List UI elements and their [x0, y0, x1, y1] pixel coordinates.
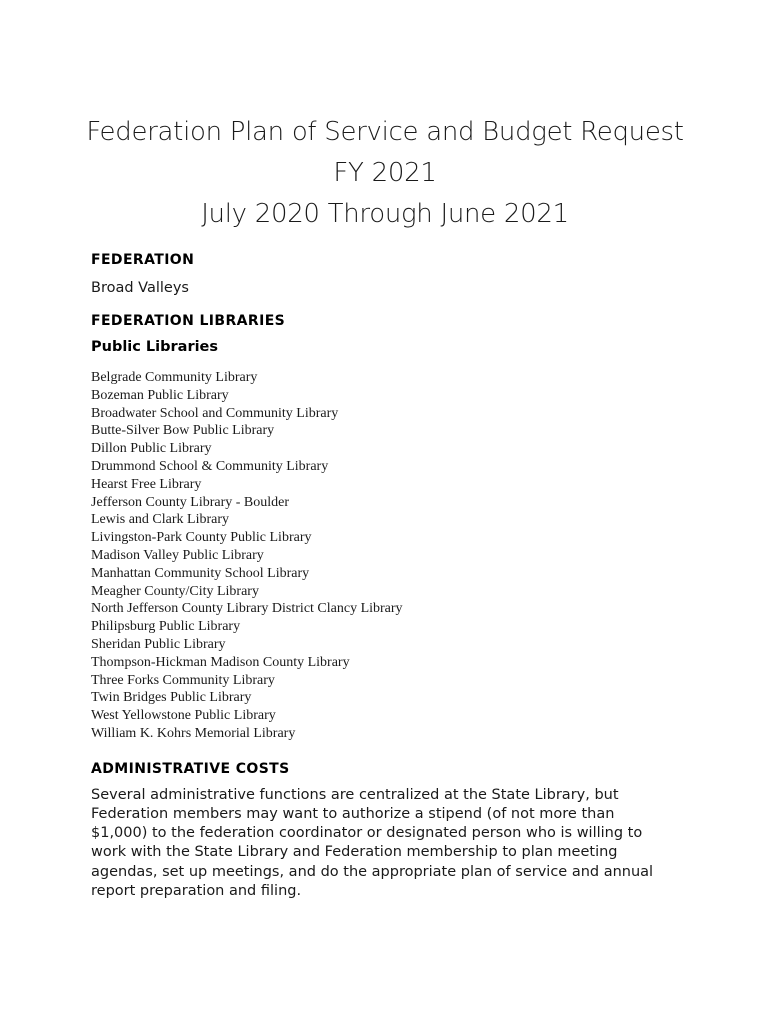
administrative-costs-paragraph [91, 786, 691, 901]
paragraph-line: agendas, set up meetings, and do the appropriate plan of service and annual [91, 863, 654, 880]
library-list-item: Bozeman Public Library [91, 387, 229, 403]
paragraph-line: report preparation and filing. [91, 882, 302, 899]
library-list-item: Twin Bridges Public Library [91, 690, 252, 706]
library-list-item: Dillon Public Library [91, 441, 212, 457]
paragraph-line: Several administrative functions are centralized at the State Library, but [91, 786, 619, 803]
title-line-main: Federation Plan of Service and Budget Request [86, 117, 684, 147]
paragraph-line: Federation members may want to authorize a stipend (of not more than [91, 805, 615, 822]
library-list-item: William K. Kohrs Memorial Library [91, 725, 296, 741]
library-list-item: Sheridan Public Library [91, 636, 226, 652]
library-list-item: Broadwater School and Community Library [91, 405, 339, 421]
paragraph-line: work with the State Library and Federation membership to plan meeting [91, 844, 618, 861]
library-list-item: Drummond School & Community Library [91, 458, 329, 474]
federation-name: Broad Valleys [91, 280, 189, 296]
public-libraries-list [91, 369, 691, 743]
library-list-item: Manhattan Community School Library [91, 565, 310, 581]
title-line-fiscal-year: FY 2021 [333, 158, 437, 188]
public-libraries-heading: Public Libraries [91, 339, 219, 355]
document-title [0, 112, 770, 235]
library-list-item: North Jefferson County Library District Clancy Library [91, 601, 403, 617]
title-line-date-range: July 2020 Through June 2021 [201, 199, 569, 229]
library-list-item: Three Forks Community Library [91, 672, 275, 688]
library-list-item: Meagher County/City Library [91, 583, 259, 599]
federation-heading: FEDERATION [91, 252, 195, 268]
library-list-item: Philipsburg Public Library [91, 619, 241, 635]
paragraph-line: $1,000) to the federation coordinator or designated person who is willing to [91, 825, 643, 842]
library-list-item: Belgrade Community Library [91, 370, 258, 385]
library-list-item: Jefferson County Library - Boulder [91, 494, 290, 510]
library-list-item: Lewis and Clark Library [91, 512, 230, 528]
library-list-item: Hearst Free Library [91, 476, 202, 492]
library-list-item: Butte-Silver Bow Public Library [91, 423, 275, 439]
administrative-costs-heading: ADMINISTRATIVE COSTS [91, 760, 290, 777]
library-list-item: Madison Valley Public Library [91, 547, 264, 563]
library-list-item: Livingston-Park County Public Library [91, 530, 312, 546]
federation-libraries-heading: FEDERATION LIBRARIES [91, 313, 286, 329]
library-list-item: Thompson-Hickman Madison County Library [91, 654, 350, 670]
library-list-item: West Yellowstone Public Library [91, 708, 276, 724]
document-body [91, 252, 691, 901]
